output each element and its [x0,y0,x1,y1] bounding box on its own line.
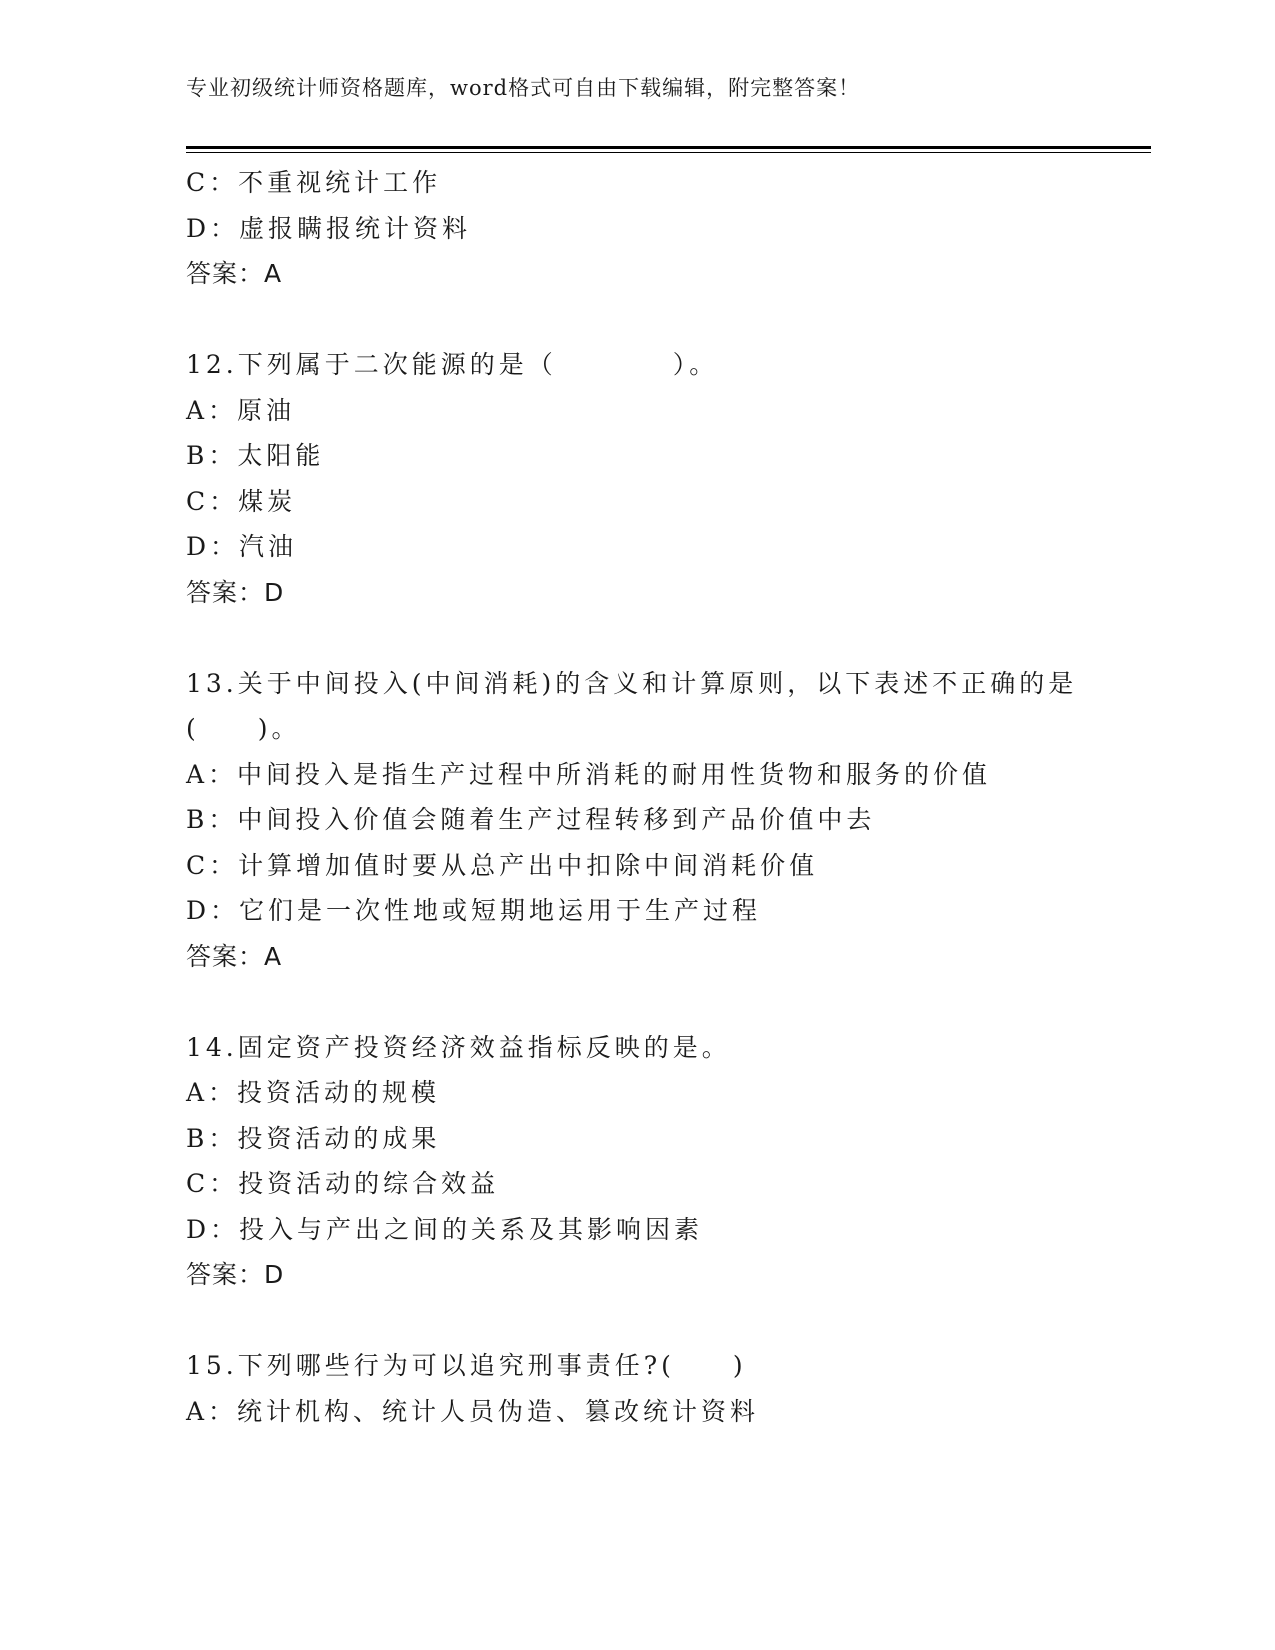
question-13-stem-continued: ( )。 [186,714,301,743]
question-14-option-b: B：投资活动的成果 [186,1123,441,1153]
answer: 答案：A [186,259,283,288]
option-c: C：不重视统计工作 [186,168,442,197]
spacer [186,979,1126,1025]
question-content [186,160,1126,1434]
question-14-option-c: C：投资活动的综合效益 [186,1169,500,1198]
question-14-option-d: D：投入与产出之间的关系及其影响因素 [186,1214,704,1244]
spacer [186,297,1126,343]
question-12-option-d: D：汽油 [186,532,298,561]
question-12-option-a: A：原油 [186,395,296,425]
header-rule-thin [186,152,1151,153]
spacer [186,615,1126,661]
option-d: D：虚报瞒报统计资料 [186,213,472,243]
page-header: 专业初级统计师资格题库，word格式可自由下载编辑，附完整答案！ [186,76,861,100]
question-15-stem: 15.下列哪些行为可以追究刑事责任?( ) [186,1351,747,1380]
question-12-stem: 12.下列属于二次能源的是（ ）。 [186,350,719,379]
question-14-answer: 答案：D [186,1260,285,1289]
spacer [186,1298,1126,1344]
question-13-answer: 答案：A [186,941,283,971]
question-13-stem: 13.关于中间投入(中间消耗)的含义和计算原则，以下表述不正确的是 [186,668,1078,698]
question-14-stem: 14.固定资产投资经济效益指标反映的是。 [186,1032,731,1062]
question-12-option-c: C：煤炭 [186,486,297,516]
question-13-option-b: B：中间投入价值会随着生产过程转移到产品价值中去 [186,805,876,834]
question-13-option-c: C：计算增加值时要从总产出中扣除中间消耗价值 [186,850,819,880]
question-12-option-b: B：太阳能 [186,441,325,470]
question-13-option-a: A：中间投入是指生产过程中所消耗的耐用性货物和服务的价值 [186,759,992,789]
question-13-option-d: D：它们是一次性地或短期地运用于生产过程 [186,896,762,925]
question-12-answer: 答案：D [186,577,285,607]
header-rule-thick [186,146,1151,149]
question-15-option-a: A：统计机构、统计人员伪造、篡改统计资料 [186,1396,760,1426]
question-14-option-a: A：投资活动的规模 [186,1078,441,1107]
